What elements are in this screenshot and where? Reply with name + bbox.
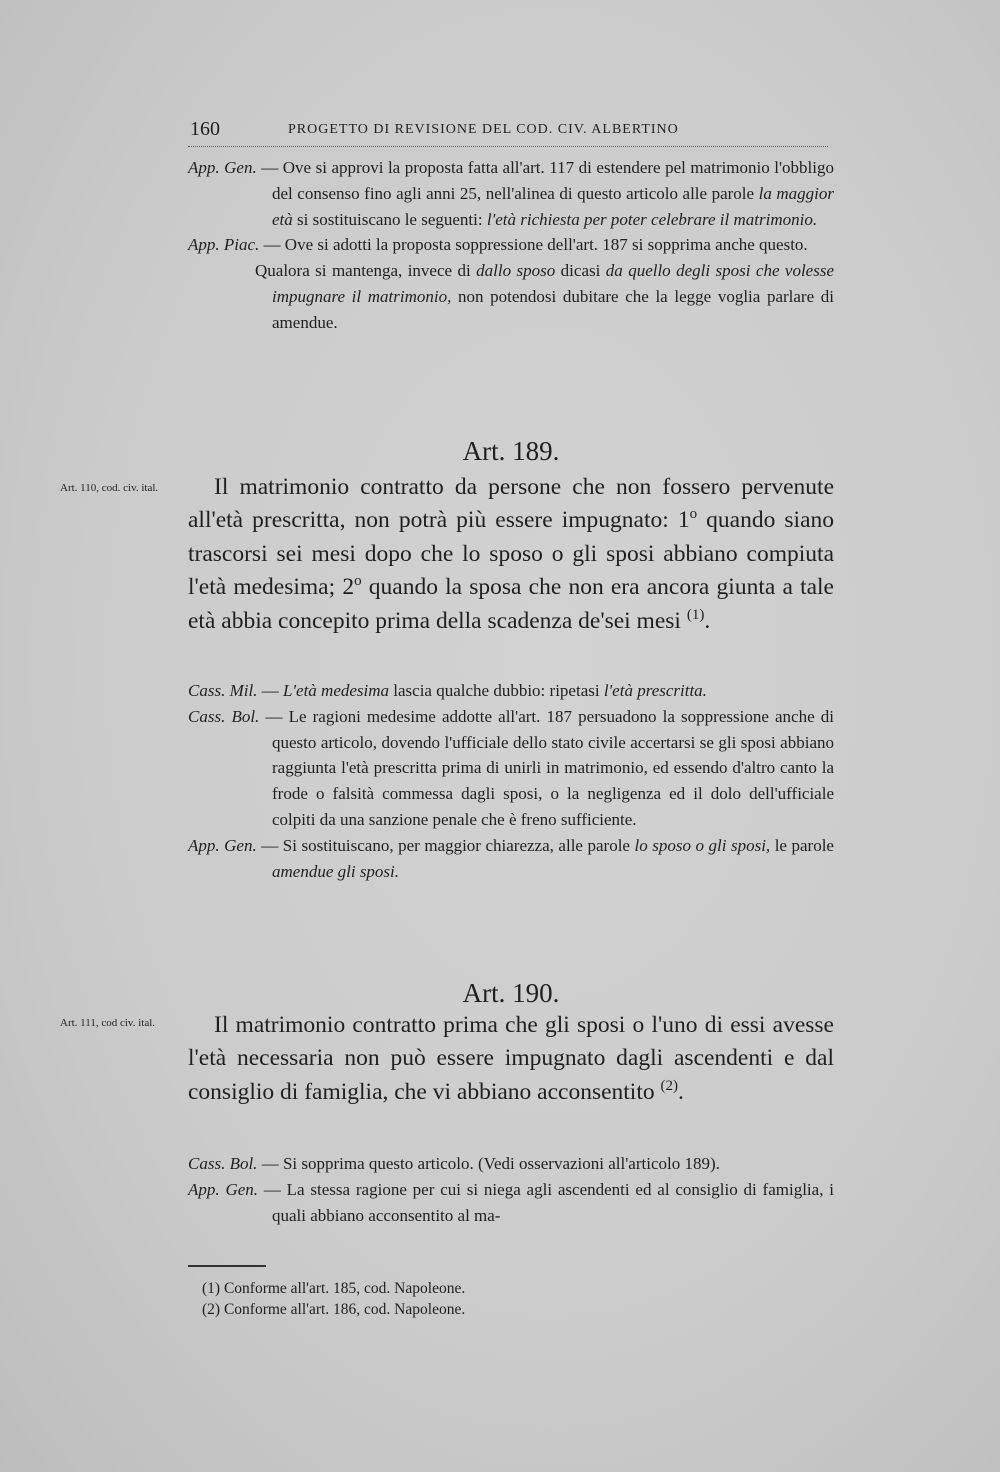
note-source: Cass. Bol. [188, 706, 260, 726]
footnotes [202, 1278, 465, 1320]
note-continuation: Qualora si mantenga, invece di dallo sposo dicasi da quello degli sposi che volesse impugnare il matrimonio, non potendosi dubitare che la legge voglia parlare di amendue. [255, 261, 835, 332]
article-189-text: Il matrimonio contratto da persone che non fossero pervenute all'età prescritta, non potrà più essere impugnato: 1$^o$ quando siano trascorsi sei mesi dopo che lo sposo o gli sposi abbiano compiuta l'età medesima; 2$^o$ quando la sposa che non era ancora giunta a tale età abbia concepito prima della scadenza de'sei mesi $^{(1)}$. [188, 474, 834, 634]
note-cass-bol-2: Cass. Bol. — Si sopprima questo articolo. (Vedi osservazioni all'articolo 189). [188, 1154, 720, 1173]
footnote-divider [188, 1265, 266, 1267]
article-190-text: Il matrimonio contratto prima che gli sposi o l'uno di essi avesse l'età necessaria non può essere impugnato dagli ascendenti e dal consiglio di famiglia, che vi abbiano acconsentito $^{(2)}$. [188, 1012, 834, 1105]
article-190-title: Art. 190. [462, 978, 560, 1008]
margin-reference-189: Art. 110, cod. civ. ital. [60, 482, 159, 494]
running-title: PROGETTO DI REVISIONE DEL COD. CIV. ALBERTINO [288, 122, 679, 137]
note-source: App. Gen. [188, 1179, 259, 1199]
note-source: Cass. Bol. [188, 1154, 258, 1173]
margin-reference-190: Art. 111, cod civ. ital. [60, 1017, 156, 1029]
footnote-2: (2) Conforme all'art. 186, cod. Napoleone. [202, 1301, 466, 1318]
page-number: 160 [190, 118, 220, 140]
note-app-piac: App. Piac. — Ove si adotti la proposta soppressione dell'art. 187 si sopprima anche questo. [188, 235, 808, 255]
note-app-gen-2: App. Gen. — Si sostituiscano, per maggior chiarezza, alle parole lo sposo o gli sposi, le parole amendue gli sposi. [188, 835, 834, 881]
note-cass-bol: Cass. Bol. — Le ragioni medesime addotte all'art. 187 persuadono la soppressione anche di questo articolo, dovendo l'ufficiale dello stato civile accertarsi se gli sposi abbiano raggiunta l'età prescritta prima di unirli in matrimonio, ed essendo d'altro canto la frode o falsità commessa dagli sposi, o la negligenza ed il dolo dell'ufficiale colpiti da una sanzione penale che è freno sufficiente. [188, 706, 834, 829]
note-app-gen: App. Gen. — Ove si approvi la proposta fatta all'art. 117 di estendere pel matrimonio l'obbligo del consenso fino agli anni 25, nell'alinea di questo articolo alle parole la maggior età si sostituiscano le seguenti: l'età richiesta per poter celebrare il matrimonio. [188, 158, 835, 229]
note-source: App. Piac. [188, 235, 260, 255]
footnote-ref-1: (1) [686, 606, 705, 623]
article-190-notes [188, 1151, 834, 1228]
note-app-gen-3: App. Gen. — La stessa ragione per cui si niega agli ascendenti ed al consiglio di famiglia, i quali abbiano acconsentito al ma- [188, 1179, 834, 1225]
note-source: App. Gen. [188, 158, 257, 177]
top-notes [188, 155, 834, 336]
page-header [188, 116, 828, 147]
footnote-1: (1) Conforme all'art. 185, cod. Napoleone. [202, 1280, 466, 1297]
article-189-notes [188, 678, 834, 884]
footnote-ref-2: (2) [660, 1077, 678, 1094]
note-cass-mil: Cass. Mil. — L'età medesima lascia qualche dubbio: ripetasi l'età prescritta. [188, 681, 707, 700]
note-source: App. Gen. [188, 835, 257, 855]
article-189-title: Art. 189. [462, 436, 560, 466]
note-source: Cass. Mil. [188, 681, 258, 700]
